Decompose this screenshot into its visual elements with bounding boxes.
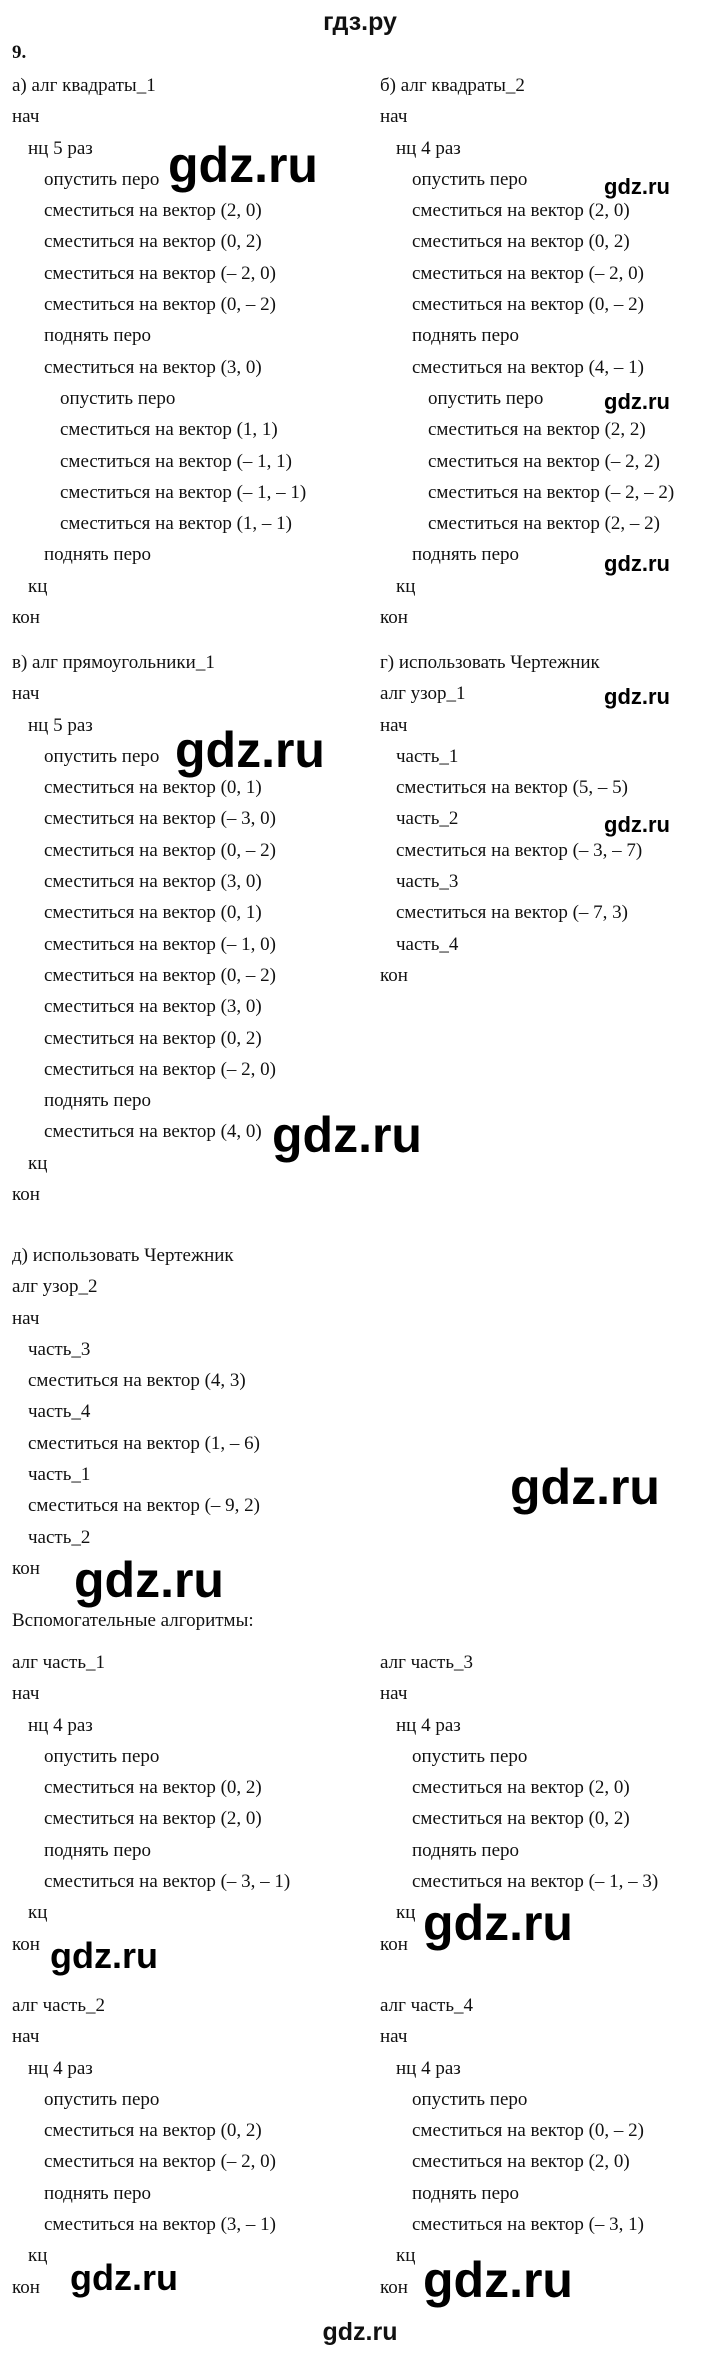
code-line: сместиться на вектор (– 3, 1) <box>412 2214 644 2236</box>
task-number: 9. <box>12 42 27 63</box>
code-line: алг часть_1 <box>12 1652 106 1673</box>
code-line: часть_4 <box>28 1401 91 1423</box>
code-line: алг часть_2 <box>12 1995 106 2016</box>
code-line: сместиться на вектор (– 3, 0) <box>44 808 276 830</box>
code-line: сместиться на вектор (2, 0) <box>412 1777 630 1799</box>
code-line: нач <box>12 683 40 705</box>
code-line: кц <box>28 575 48 597</box>
code-line: сместиться на вектор (5, – 5) <box>396 777 628 799</box>
code-line: сместиться на вектор (2, 0) <box>44 1808 262 1830</box>
code-line: нц 4 раз <box>28 2057 93 2079</box>
code-line: часть_2 <box>28 1526 91 1548</box>
code-line: кц <box>28 1902 48 1924</box>
code-line: кон <box>380 1933 408 1955</box>
code-line: кон <box>380 2276 408 2298</box>
code-line: кон <box>12 1933 40 1955</box>
algorithm-part-1 <box>12 1647 290 1960</box>
code-line: часть_3 <box>28 1338 91 1360</box>
code-line: сместиться на вектор (– 3, – 7) <box>396 839 643 861</box>
watermark: gdz.ru <box>168 137 318 193</box>
watermark: gdz.ru <box>50 1935 158 1976</box>
code-line: сместиться на вектор (– 1, 0) <box>44 933 276 955</box>
code-line: поднять перо <box>44 1090 152 1112</box>
code-line: опустить перо <box>60 387 176 409</box>
code-line: в) алг прямоугольники_1 <box>12 652 215 673</box>
code-line: сместиться на вектор (– 1, – 1) <box>60 481 307 503</box>
watermark: gdz.ru <box>604 389 670 414</box>
code-line: сместиться на вектор (0, 2) <box>44 1777 262 1799</box>
algorithm-g <box>380 647 642 991</box>
code-line: часть_3 <box>396 871 459 893</box>
code-line: опустить перо <box>44 168 160 190</box>
code-line: сместиться на вектор (– 9, 2) <box>28 1495 260 1517</box>
code-line: сместиться на вектор (0, 1) <box>44 902 262 924</box>
code-line: сместиться на вектор (– 2, 0) <box>44 2151 276 2173</box>
code-line: опустить перо <box>412 1745 528 1767</box>
code-line: нц 4 раз <box>396 137 461 159</box>
code-line: нач <box>380 714 408 736</box>
code-line: нц 4 раз <box>396 2057 461 2079</box>
code-line: сместиться на вектор (– 1, – 3) <box>412 1871 659 1893</box>
watermark: gdz.ru <box>70 2257 178 2298</box>
code-line: алг часть_4 <box>380 1995 474 2016</box>
code-line: сместиться на вектор (0, – 2) <box>44 294 276 316</box>
code-line: кц <box>28 2245 48 2267</box>
code-line: поднять перо <box>44 325 152 347</box>
code-line: опустить перо <box>44 745 160 767</box>
code-line: кон <box>12 607 40 629</box>
code-line: сместиться на вектор (1, 1) <box>60 419 278 441</box>
code-line: нц 5 раз <box>28 137 93 159</box>
code-line: кц <box>396 2245 416 2267</box>
code-line: сместиться на вектор (1, – 6) <box>28 1432 260 1454</box>
watermark: gdz.ru <box>604 684 670 709</box>
code-line: кон <box>380 607 408 629</box>
code-line: сместиться на вектор (0, 1) <box>44 777 262 799</box>
code-line: сместиться на вектор (3, – 1) <box>44 2214 276 2236</box>
algorithm-d <box>12 1240 260 1584</box>
watermark: gdz.ru <box>604 551 670 576</box>
algorithm-b <box>380 70 674 633</box>
code-line: кон <box>12 2276 40 2298</box>
code-line: сместиться на вектор (– 3, – 1) <box>44 1871 291 1893</box>
code-line: поднять перо <box>44 2182 152 2204</box>
code-line: сместиться на вектор (0, – 2) <box>44 839 276 861</box>
code-line: поднять перо <box>412 2182 520 2204</box>
code-line: сместиться на вектор (0, – 2) <box>412 294 644 316</box>
code-line: нач <box>380 2026 408 2048</box>
code-line: нач <box>12 2026 40 2048</box>
watermark: gdz.ru <box>74 1552 224 1608</box>
code-line: сместиться на вектор (0, 2) <box>44 1027 262 1049</box>
code-line: опустить перо <box>412 2088 528 2110</box>
code-line: сместиться на вектор (0, 2) <box>44 2120 262 2142</box>
code-line: сместиться на вектор (0, – 2) <box>44 964 276 986</box>
code-line: нач <box>380 1683 408 1705</box>
code-line: сместиться на вектор (3, 0) <box>44 356 262 378</box>
watermark: gdz.ru <box>604 174 670 199</box>
code-line: поднять перо <box>412 1839 520 1861</box>
code-line: поднять перо <box>412 544 520 566</box>
code-line: сместиться на вектор (– 2, 0) <box>44 262 276 284</box>
code-line: сместиться на вектор (2, 0) <box>44 200 262 222</box>
code-line: б) алг квадраты_2 <box>380 75 525 96</box>
code-line: сместиться на вектор (– 2, 0) <box>412 262 644 284</box>
code-line: поднять перо <box>412 325 520 347</box>
code-line: г) использовать Чертежник <box>380 652 600 673</box>
code-line: кон <box>12 1184 40 1206</box>
code-line: опустить перо <box>428 387 544 409</box>
code-line: сместиться на вектор (– 7, 3) <box>396 902 628 924</box>
code-line: а) алг квадраты_1 <box>12 75 156 96</box>
code-line: часть_2 <box>396 808 459 830</box>
code-line: сместиться на вектор (0, 2) <box>412 231 630 253</box>
code-line: поднять перо <box>44 1839 152 1861</box>
code-line: сместиться на вектор (0, 2) <box>412 1808 630 1830</box>
code-line: нц 4 раз <box>28 1714 93 1736</box>
code-line: сместиться на вектор (2, – 2) <box>428 513 660 535</box>
site-footer: gdz.ru <box>322 2318 398 2346</box>
aux-caption: Вспомогательные алгоритмы: <box>12 1610 254 1631</box>
code-line: сместиться на вектор (3, 0) <box>44 996 262 1018</box>
code-line: сместиться на вектор (0, 2) <box>44 231 262 253</box>
code-line: нц 4 раз <box>396 1714 461 1736</box>
watermark: gdz.ru <box>604 812 670 837</box>
code-line: опустить перо <box>44 2088 160 2110</box>
code-line: кц <box>396 575 416 597</box>
code-line: сместиться на вектор (– 2, 2) <box>428 450 660 472</box>
code-line: сместиться на вектор (1, – 1) <box>60 513 292 535</box>
code-line: кц <box>396 1902 416 1924</box>
code-line: сместиться на вектор (2, 2) <box>428 419 646 441</box>
code-line: нач <box>12 1683 40 1705</box>
code-line: сместиться на вектор (4, – 1) <box>412 356 644 378</box>
code-line: кц <box>28 1152 48 1174</box>
code-line: часть_1 <box>28 1464 91 1486</box>
code-line: сместиться на вектор (– 1, 1) <box>60 450 292 472</box>
code-line: алг часть_3 <box>380 1652 474 1673</box>
code-line: нач <box>12 106 40 128</box>
code-line: сместиться на вектор (3, 0) <box>44 871 262 893</box>
code-line: сместиться на вектор (2, 0) <box>412 2151 630 2173</box>
code-line: опустить перо <box>44 1745 160 1767</box>
code-line: кон <box>12 1557 40 1579</box>
code-line: сместиться на вектор (– 2, 0) <box>44 1058 276 1080</box>
watermark: gdz.ru <box>510 1459 660 1515</box>
code-line: нач <box>380 106 408 128</box>
code-line: кон <box>380 964 408 986</box>
code-line: сместиться на вектор (4, 3) <box>28 1370 246 1392</box>
code-line: алг узор_1 <box>380 683 466 705</box>
watermark: gdz.ru <box>272 1107 422 1163</box>
code-line: алг узор_2 <box>12 1276 98 1298</box>
code-line: сместиться на вектор (– 2, – 2) <box>428 481 675 503</box>
code-line: часть_1 <box>396 745 459 767</box>
code-line: сместиться на вектор (4, 0) <box>44 1121 262 1143</box>
code-line: сместиться на вектор (0, – 2) <box>412 2120 644 2142</box>
code-line: нач <box>12 1307 40 1329</box>
watermark: gdz.ru <box>423 1895 573 1951</box>
watermark: gdz.ru <box>175 722 325 778</box>
code-line: поднять перо <box>44 544 152 566</box>
code-line: сместиться на вектор (2, 0) <box>412 200 630 222</box>
watermark: gdz.ru <box>423 2252 573 2308</box>
code-line: нц 5 раз <box>28 714 93 736</box>
site-header: гдз.ру <box>323 8 397 36</box>
code-line: часть_4 <box>396 933 459 955</box>
code-line: д) использовать Чертежник <box>12 1245 234 1266</box>
code-line: опустить перо <box>412 168 528 190</box>
